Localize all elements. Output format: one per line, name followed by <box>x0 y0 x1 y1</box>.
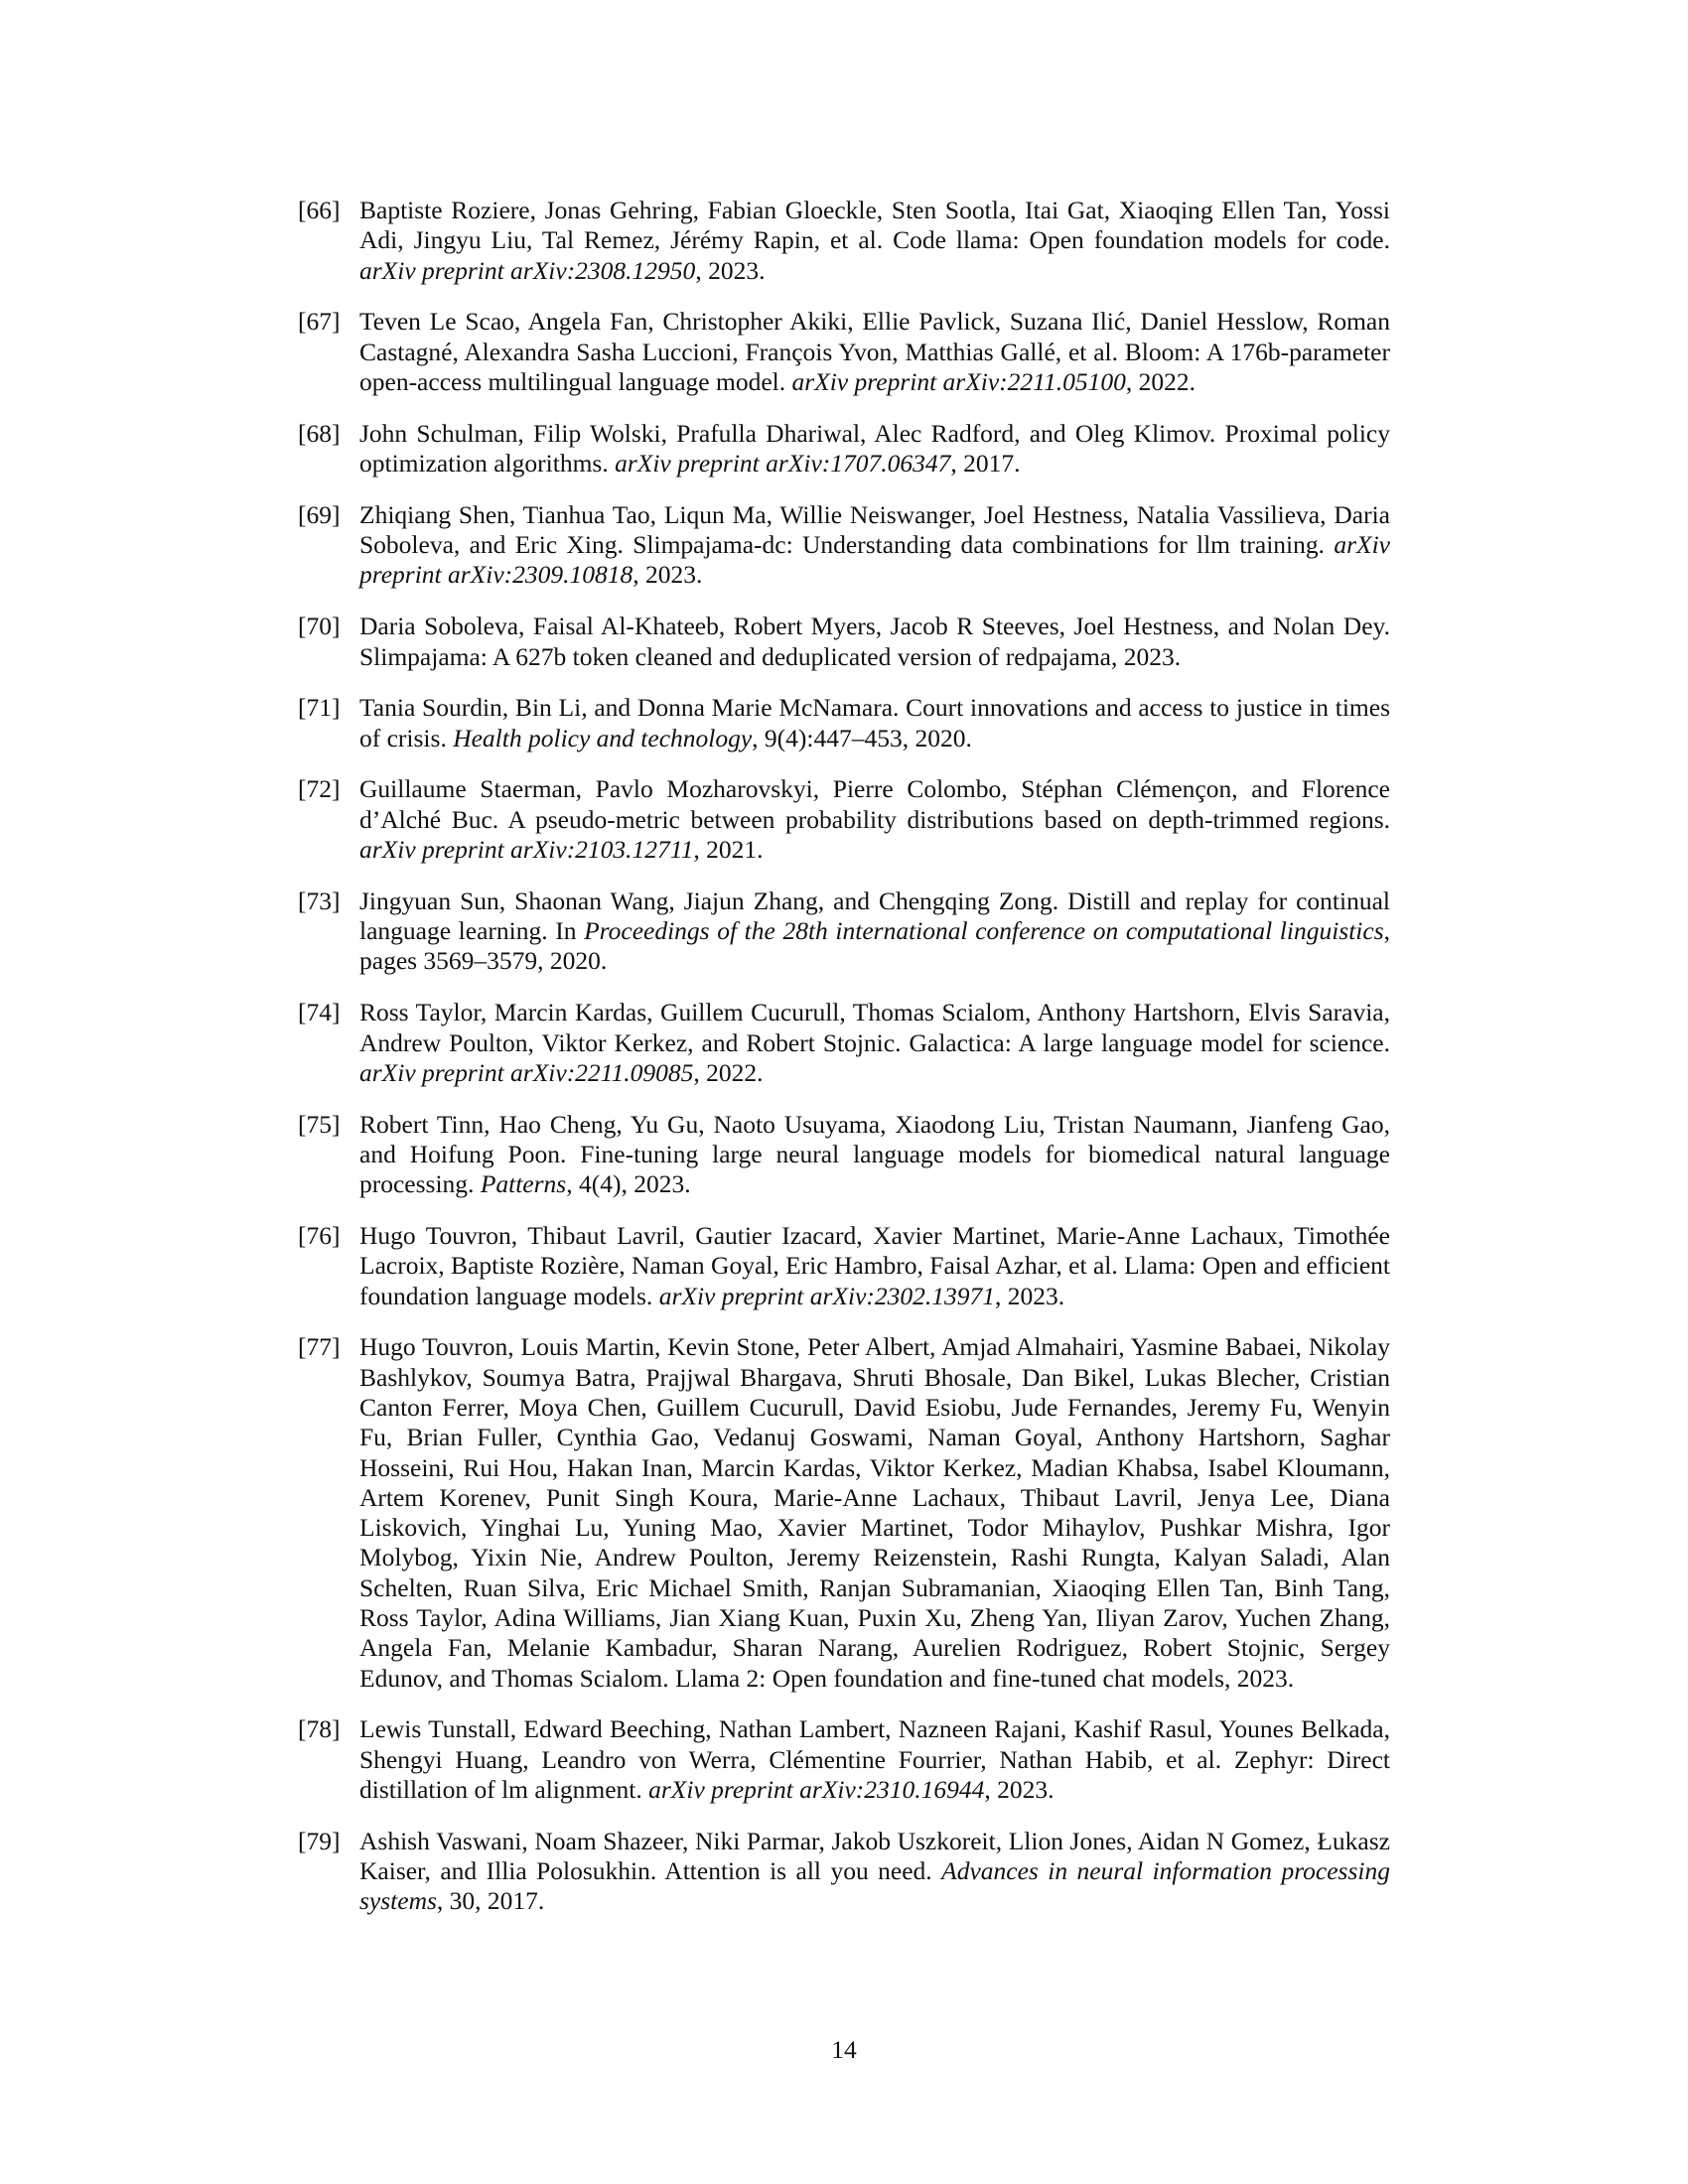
reference-venue: arXiv preprint arXiv:2211.09085 <box>359 1057 694 1087</box>
reference-segment: Hugo Touvron, Thibaut Lavril, Gautier Izacard, Xavier Martinet, Marie-Anne Lachaux, Timothée Lacroix, Baptiste Rozière, Naman Goyal, Eric Hambro, Faisal Azhar, et al. Llama: Open and efficient foundation language models. <box>359 1221 1390 1310</box>
reference-entry <box>298 1332 1390 1694</box>
reference-number: [70] <box>298 612 341 641</box>
reference-text <box>359 1714 1390 1805</box>
reference-entry <box>298 419 1390 479</box>
reference-venue: Health policy and technology <box>453 723 753 752</box>
reference-venue: Patterns <box>480 1169 567 1199</box>
reference-text <box>359 693 1390 753</box>
reference-number: [71] <box>298 693 341 723</box>
reference-text <box>359 1221 1390 1311</box>
reference-number: [74] <box>298 998 341 1027</box>
reference-segment: , pages 3569–3579, 2020. <box>359 916 1390 976</box>
reference-segment: Daria Soboleva, Faisal Al-Khateeb, Robert Myers, Jacob R Steeves, Joel Hestness, and Nolan Dey. Slimpajama: A 627b token cleaned and deduplicated version of redpajama, 2023. <box>359 612 1390 671</box>
reference-segment: Ross Taylor, Marcin Kardas, Guillem Cucurull, Thomas Scialom, Anthony Hartshorn, Elvis Saravia, Andrew Poulton, Viktor Kerkez, and Robert Stojnic. Galactica: A large language model for science. <box>359 998 1390 1057</box>
reference-text <box>359 419 1390 479</box>
reference-text <box>359 1332 1390 1694</box>
page-number: 14 <box>831 2035 857 2064</box>
reference-text <box>359 1827 1390 1917</box>
reference-entry <box>298 1714 1390 1805</box>
reference-segment: , 30, 2017. <box>436 1886 545 1916</box>
reference-venue: arXiv preprint arXiv:2302.13971 <box>658 1281 995 1310</box>
reference-number: [66] <box>298 196 341 224</box>
reference-entry <box>298 774 1390 865</box>
reference-venue: arXiv preprint arXiv:1707.06347 <box>615 449 951 478</box>
reference-segment: Guillaume Staerman, Pavlo Mozharovskyi, Pierre Colombo, Stéphan Clémençon, and Florence d’Alché Buc. A pseudo-metric between probability distributions based on depth-trimmed regions. <box>359 774 1390 834</box>
reference-number: [76] <box>298 1221 341 1251</box>
reference-number: [77] <box>298 1332 341 1362</box>
reference-segment: Zhiqiang Shen, Tianhua Tao, Liqun Ma, Willie Neiswanger, Joel Hestness, Natalia Vassilieva, Daria Soboleva, and Eric Xing. Slimpajama-dc: Understanding data combinations for llm training. <box>359 499 1390 560</box>
reference-venue: arXiv preprint arXiv:2211.05100 <box>791 366 1126 396</box>
reference-entry <box>298 500 1390 591</box>
reference-text <box>359 887 1390 977</box>
reference-segment: Jingyuan Sun, Shaonan Wang, Jiajun Zhang, and Chengqing Zong. Distill and replay for continual language learning. In <box>359 886 1390 946</box>
reference-number: [78] <box>298 1714 341 1744</box>
reference-segment: Baptiste Roziere, Jonas Gehring, Fabian Gloeckle, Sten Sootla, Itai Gat, Xiaoqing Ellen Tan, Yossi Adi, Jingyu Liu, Tal Remez, Jérémy Rapin, et al. Code llama: Open foundation models for code. <box>359 196 1390 255</box>
reference-entry <box>298 612 1390 672</box>
reference-segment: , 2023. <box>995 1281 1065 1310</box>
reference-text <box>359 1110 1390 1200</box>
reference-segment: Robert Tinn, Hao Cheng, Yu Gu, Naoto Usuyama, Xiaodong Liu, Tristan Naumann, Jianfeng Gao, and Hoifung Poon. Fine-tuning large neural language models for biomedical natural language processing. <box>359 1109 1390 1199</box>
reference-entry <box>298 1221 1390 1311</box>
reference-entry <box>298 887 1390 977</box>
reference-number: [68] <box>298 418 341 448</box>
reference-segment: John Schulman, Filip Wolski, Prafulla Dhariwal, Alec Radford, and Oleg Klimov. Proximal policy optimization algorithms. <box>359 418 1390 478</box>
reference-segment: , 4(4), 2023. <box>566 1169 691 1199</box>
reference-number: [72] <box>298 774 341 804</box>
reference-segment: , 2021. <box>693 835 764 865</box>
reference-segment: , 9(4):447–453, 2020. <box>752 723 972 752</box>
reference-segment: Ashish Vaswani, Noam Shazeer, Niki Parmar, Jakob Uszkoreit, Llion Jones, Aidan N Gomez, Łukasz Kaiser, and Illia Polosukhin. Attention is all you need. <box>359 1826 1390 1886</box>
reference-segment: Tania Sourdin, Bin Li, and Donna Marie McNamara. Court innovations and access to justice in times of crisis. <box>359 693 1390 752</box>
reference-text <box>359 612 1390 672</box>
reference-text <box>359 196 1390 286</box>
reference-venue: arXiv preprint arXiv:2309.10818 <box>359 530 1390 590</box>
reference-number: [75] <box>298 1109 341 1139</box>
reference-segment: Lewis Tunstall, Edward Beeching, Nathan Lambert, Nazneen Rajani, Kashif Rasul, Younes Belkada, Shengyi Huang, Leandro von Werra, Clémentine Fourrier, Nathan Habib, et al. Zephyr: Direct distillation of lm alignment. <box>359 1714 1390 1805</box>
reference-venue: arXiv preprint arXiv:2310.16944 <box>648 1775 985 1805</box>
reference-entry <box>298 1827 1390 1917</box>
reference-entry <box>298 307 1390 397</box>
reference-text <box>359 307 1390 397</box>
reference-number: [69] <box>298 499 341 529</box>
reference-number: [67] <box>298 307 341 337</box>
reference-venue: Advances in neural information processing systems <box>359 1856 1390 1916</box>
reference-entry <box>298 693 1390 753</box>
reference-entry <box>298 1110 1390 1200</box>
reference-venue: Proceedings of the 28th international conference on computational linguistics <box>584 916 1384 946</box>
reference-segment: , 2022. <box>1125 366 1196 396</box>
reference-venue: arXiv preprint arXiv:2103.12711 <box>359 835 694 865</box>
reference-segment: Hugo Touvron, Louis Martin, Kevin Stone, Peter Albert, Amjad Almahairi, Yasmine Babaei, Nikolay Bashlykov, Soumya Batra, Prajjwal Bhargava, Shruti Bhosale, Dan Bikel, Lukas Blecher, Cristian Canton Ferrer, Moya Chen, Guillem Cucurull, David Esiobu, Jude Fernandes, Jeremy Fu, Wenyin Fu, Brian Fuller, Cynthia Gao, Vedanuj Goswami, Naman Goyal, Anthony Hartshorn, Saghar Hosseini, Rui Hou, Hakan Inan, Marcin Kardas, Viktor Kerkez, Madian Khabsa, Isabel Kloumann, Artem Korenev, Punit Singh Koura, Marie-Anne Lachaux, Thibaut Lavril, Jenya Lee, Diana Liskovich, Yinghai Lu, Yuning Mao, Xavier Martinet, Todor Mihaylov, Pushkar Mishra, Igor Molybog, Yixin Nie, Andrew Poulton, Jeremy Reizenstein, Rashi Rungta, Kalyan Saladi, Alan Schelten, Ruan Silva, Eric Michael Smith, Ranjan Subramanian, Xiaoqing Ellen Tan, Binh Tang, Ross Taylor, Adina Williams, Jian Xiang Kuan, Puxin Xu, Zheng Yan, Iliyan Zarov, Yuchen Zhang, Angela Fan, Melanie Kambadur, Sharan Narang, Aurelien Rodriguez, Robert Stojnic, Sergey Edunov, and Thomas Scialom. Llama 2: Open foundation and fine-tuned chat models, 2023. <box>359 1332 1390 1693</box>
reference-text <box>359 500 1390 591</box>
reference-segment: , 2022. <box>693 1057 764 1087</box>
reference-entry <box>298 998 1390 1088</box>
reference-segment: , 2023. <box>984 1775 1055 1805</box>
reference-segment: Teven Le Scao, Angela Fan, Christopher Akiki, Ellie Pavlick, Suzana Ilić, Daniel Hesslow, Roman Castagné, Alexandra Sasha Luccioni, François Yvon, Matthias Gallé, et al. Bloom: A 176b-parameter open-access multilingual language model. <box>359 307 1390 396</box>
reference-segment: , 2017. <box>950 449 1021 478</box>
reference-venue: arXiv preprint arXiv:2308.12950 <box>359 255 696 285</box>
reference-text <box>359 774 1390 865</box>
reference-segment: , 2023. <box>633 560 703 590</box>
reference-text <box>359 998 1390 1088</box>
reference-entry <box>298 196 1390 286</box>
reference-number: [73] <box>298 886 341 915</box>
reference-number: [79] <box>298 1826 341 1855</box>
reference-list <box>298 196 1390 1938</box>
reference-segment: , 2023. <box>695 255 766 285</box>
